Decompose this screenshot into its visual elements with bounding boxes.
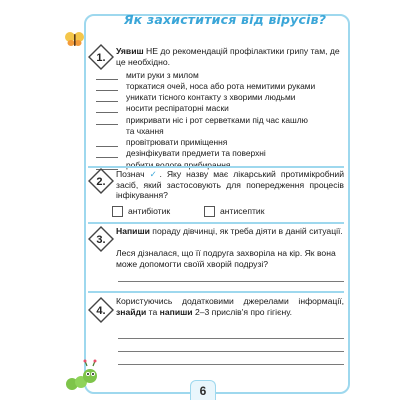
task-3 (88, 224, 346, 290)
svg-text:2.: 2. (96, 176, 106, 188)
task-text: НЕ до рекомендацій профілактики грипу там, де це необхідно. (116, 46, 340, 67)
answer-blank[interactable] (96, 117, 118, 125)
page-title: Як захиститися від вірусів? (123, 12, 327, 27)
butterfly-icon (64, 30, 86, 48)
answer-blank[interactable] (96, 83, 118, 91)
checkbox[interactable] (112, 206, 123, 217)
task-text: пораду дівчинці, як треба діяти в даній ситуації. (149, 226, 343, 236)
task-1 (88, 40, 346, 172)
list-item: торкатися очей, носа або рота немитими руками (96, 81, 315, 91)
task-instruction (116, 226, 344, 237)
answer-blank[interactable] (96, 94, 118, 102)
task-verb: Познач (116, 169, 145, 179)
answer-blank[interactable] (96, 139, 118, 147)
task-instruction (116, 46, 344, 67)
list-item: уникати тісного контакту з хворими людьми (96, 92, 295, 102)
answer-line[interactable] (118, 338, 344, 339)
svg-text:3.: 3. (96, 234, 106, 246)
page-number: 6 (190, 380, 216, 400)
checkbox[interactable] (204, 206, 215, 217)
list-item: носити респіраторні маски (96, 103, 229, 113)
list-item: мити руки з милом (96, 70, 199, 80)
task-scenario: Леся дізналася, що її подруга захворіла на кір. Як вона може допомогти своїй хворій подрузі? (116, 248, 336, 269)
task-number-badge (88, 297, 114, 323)
answer-blank[interactable] (96, 105, 118, 113)
task-number-badge (88, 168, 114, 194)
list-item: провітрювати приміщення (96, 137, 227, 147)
task-number-badge (88, 44, 114, 70)
task-instruction (116, 169, 344, 201)
checkmark-icon: ✓ (149, 169, 160, 179)
task-number-badge (88, 226, 114, 252)
svg-text:4.: 4. (96, 305, 106, 317)
list-item: прикривати ніс і рот серветками під час кашлю (96, 115, 308, 125)
answer-line[interactable] (118, 351, 344, 352)
answer-blank[interactable] (96, 72, 118, 80)
answer-blank[interactable] (96, 150, 118, 158)
list-item-continuation: та чхання (126, 126, 164, 136)
answer-line[interactable] (118, 281, 344, 282)
task-number: 1. (96, 52, 106, 64)
list-item: дезінфікувати предмети та поверхні (96, 148, 266, 158)
task-verb: Уявиш (116, 46, 144, 56)
list-item: робити вологе прибирання (96, 160, 230, 170)
task-text: . Яку назву має лікарський протимікробний засіб, який застосовують для попередження процесів інфікування? (116, 169, 345, 201)
task-4 (88, 293, 346, 379)
task-instruction: Користуючись додатковими джерелами інформації, знайди та напиши 2–3 прислів'я про гігієну. (116, 296, 344, 317)
option-antibiotic[interactable]: антибіотик (112, 205, 170, 217)
answer-line[interactable] (118, 364, 344, 365)
task-2 (88, 168, 346, 222)
option-antiseptic[interactable]: антисептик (204, 205, 265, 217)
task-verb: Напиши (116, 226, 150, 236)
